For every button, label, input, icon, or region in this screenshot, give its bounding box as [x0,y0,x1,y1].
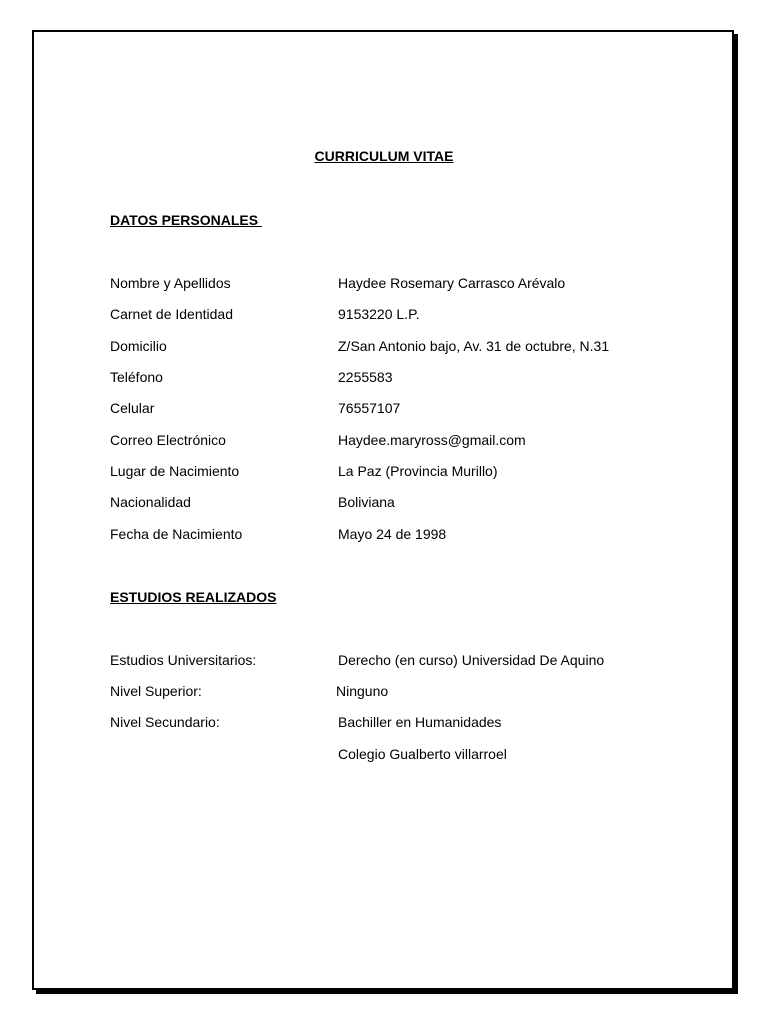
personal-value: 9153220 L.P. [338,306,420,322]
personal-value: La Paz (Provincia Murillo) [338,463,498,479]
personal-data-heading: DATOS PERSONALES [110,212,262,228]
personal-label: Nombre y Apellidos [110,275,231,291]
document-title-text: CURRICULUM VITAE [314,148,454,164]
studies-value: Bachiller en Humanidades [338,714,502,730]
personal-value: Haydee Rosemary Carrasco Arévalo [338,275,566,291]
personal-label: Celular [110,400,155,416]
personal-label: Teléfono [110,369,163,385]
studies-value: Ninguno [336,683,389,699]
studies-label: Nivel Superior: [110,683,202,699]
personal-label: Carnet de Identidad [110,306,233,322]
personal-value: Z/San Antonio bajo, Av. 31 de octubre, N.31 [338,338,610,354]
personal-label: Domicilio [110,338,167,354]
personal-value: 76557107 [338,400,401,416]
personal-label: Nacionalidad [110,494,191,510]
personal-value: Mayo 24 de 1998 [338,526,447,542]
studies-value: Colegio Gualberto villarroel [338,746,507,762]
personal-value: 2255583 [338,369,393,385]
studies-label: Estudios Universitarios: [110,652,257,668]
personal-label: Fecha de Nacimiento [110,526,243,542]
personal-value: Boliviana [338,494,395,510]
document-title [0,148,768,164]
studies-value: Derecho (en curso) Universidad De Aquino [338,652,605,668]
personal-value: Haydee.maryross@gmail.com [338,432,526,448]
studies-heading: ESTUDIOS REALIZADOS [110,589,277,605]
studies-label: Nivel Secundario: [110,714,220,730]
personal-label: Lugar de Nacimiento [110,463,240,479]
personal-label: Correo Electrónico [110,432,226,448]
